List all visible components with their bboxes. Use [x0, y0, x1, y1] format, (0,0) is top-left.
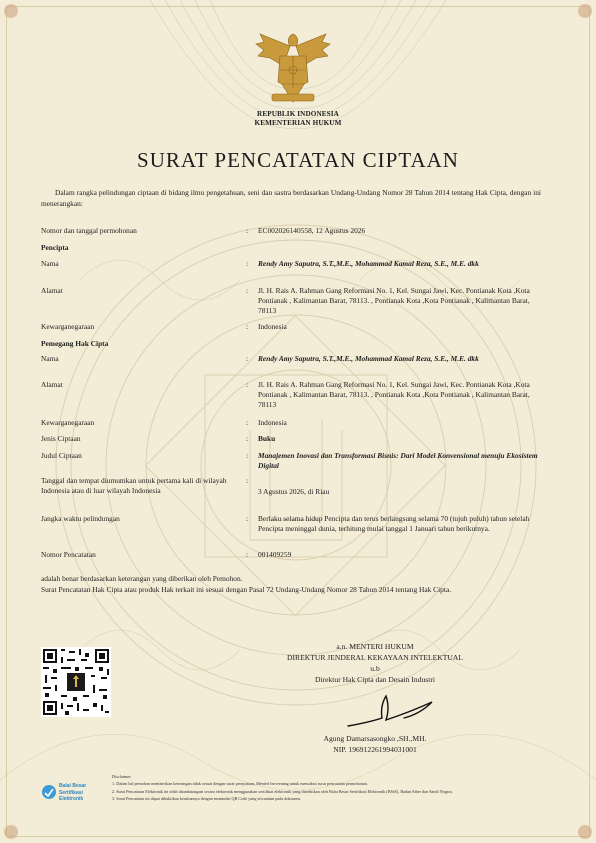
creator-nationality: Indonesia [258, 322, 287, 331]
colon: : [246, 514, 249, 523]
bsre-cloud-icon [41, 784, 57, 800]
closing-line-1: adalah benar berdasarkan keterangan yang diberikan oleh Pemohon. [41, 574, 243, 583]
disclaimer-note-3: 3. Surat Pencatatan ini dapat dibuktikan keasliannya dengan memindai QR Code yang tercantum pada dokumen. [112, 796, 301, 802]
period-value: Berlaku selama hidup Pencipta dan terus berlangsung selama 70 (tujuh puluh) tahun setelah Pencipta meninggal dunia, terhitung mulai tanggal 1 Januari tahun berikutnya. [258, 514, 530, 534]
record-number-label: Nomor Pencatatan [41, 550, 96, 559]
holder-name-label: Nama [41, 354, 59, 363]
closing-line-2: Surat Pencatatan Hak Cipta atau produk Hak terkait ini sesuai dengan Pasal 72 Undang-Undang Nomor 28 Tahun 2014 tentang Hak Cipta. [41, 585, 452, 594]
signatory-name: Agung Damarsasongko ,SH.,MH. [323, 734, 427, 743]
creator-address: Jl. H. Rais A. Rahman Gang Reformasi No. 1, Kel. Sungai Jawi, Kec. Pontianak Kota ,Kota Pontianak , Kalimantan Barat, 78113. , Pontianak Kota ,Kota Pontianak , Kalimantan Barat, 78113 [258, 286, 530, 316]
holder-name: Rendy Amy Saputra, S.T.,M.E., Mohammad Kamal Reza, S.E., M.E. dkk [258, 354, 479, 363]
work-type: Buku [258, 434, 276, 443]
creator-name-label: Nama [41, 259, 59, 268]
announce-value: 3 Agustus 2026, di Riau [258, 487, 330, 496]
colon: : [246, 286, 249, 295]
disclaimer-notes [112, 773, 562, 803]
colon: : [246, 226, 249, 235]
signatory-nip: NIP. 196912261994031001 [333, 745, 417, 754]
disclaimer-note-1: 1. Dalam hal pemohon memberikan keterangan tidak sesuai dengan surat pernyataan, Menteri berwenang untuk mencabut surat pencatatan permohonan. [112, 781, 368, 787]
holder-nationality: Indonesia [258, 418, 287, 427]
announce-label: Tanggal dan tempat diumumkan untuk pertama kali di wilayah Indonesia atau di luar wilayah Indonesia [41, 476, 227, 496]
signature-director: DIREKTUR JENDERAL KEKAYAAN INTELEKTUAL [287, 653, 463, 662]
handwritten-signature [340, 688, 450, 733]
bsre-logo [41, 782, 111, 806]
signature-on-behalf: a.n. MENTERI HUKUM [336, 642, 414, 651]
garuda-emblem-icon [250, 28, 336, 106]
bsre-line-2: Sertifikasi [59, 789, 83, 796]
holder-address-label: Alamat [41, 380, 63, 389]
creator-address-label: Alamat [41, 286, 63, 295]
creator-nationality-label: Kewarganegaraan [41, 322, 95, 331]
record-number: 001409259 [258, 550, 292, 559]
country-label: REPUBLIK INDONESIA [257, 110, 339, 118]
qr-code[interactable] [41, 647, 111, 717]
colon: : [246, 476, 249, 485]
colon: : [246, 354, 249, 363]
period-label: Jangka waktu pelindungan [41, 514, 120, 523]
colon: : [246, 380, 249, 389]
colon: : [246, 434, 249, 443]
holder-address: Jl. H. Rais A. Rahman Gang Reformasi No. 1, Kel. Sungai Jawi, Kec. Pontianak Kota ,Kota Pontianak , Kalimantan Barat, 78113. , Pontianak Kota ,Kota Pontianak , Kalimantan Barat, 78113 [258, 380, 530, 410]
colon: : [246, 418, 249, 427]
signature-subdirector: Direktur Hak Cipta dan Desain Industri [315, 675, 435, 684]
document-title: SURAT PENCATATAN CIPTAAN [137, 148, 459, 172]
creator-name: Rendy Amy Saputra, S.T.,M.E., Mohammad Kamal Reza, S.E., M.E. dkk [258, 259, 479, 268]
colon: : [246, 451, 249, 460]
holder-nationality-label: Kewarganegaraan [41, 418, 95, 427]
colon: : [246, 550, 249, 559]
work-title-label: Judul Ciptaan [41, 451, 82, 460]
work-type-label: Jenis Ciptaan [41, 434, 81, 443]
bsre-line-3: Elektronik [59, 796, 84, 802]
disclaimer-heading: Disclaimer: [112, 774, 132, 779]
creator-heading: Pencipta [41, 243, 69, 252]
application-value: EC00202614055​8, 12 Agustus 2026 [258, 226, 366, 235]
colon: : [246, 322, 249, 331]
colon: : [246, 259, 249, 268]
holder-heading: Pemegang Hak Cipta [41, 339, 109, 348]
bsre-line-1: Balai Besar [59, 783, 87, 789]
ministry-label: KEMENTERIAN HUKUM [254, 119, 342, 127]
work-title: Manajemen Inovasi dan Transformasi Bisnis: Dari Model Konvensional menuju Ekosistem Digital [258, 451, 538, 471]
intro-paragraph: Dalam rangka pelindungan ciptaan di bidang ilmu pengetahuan, seni dan sastra berdasarkan Undang-Undang Nomor 28 Tahun 2014 tentang Hak Cipta, dengan ini menerangkan: [41, 188, 541, 208]
signature-ub: u.b [370, 664, 380, 673]
disclaimer-note-2: 2. Surat Pencatatan Elektronik ini telah ditandatangani secara elektronik menggunakan sertifikat elektronik yang diterbitkan oleh Balai Besar Sertifikasi Elektronik (BSrE), Badan Siber dan Sandi Negara. [112, 788, 453, 794]
application-label: Nomor dan tanggal permohonan [41, 226, 137, 235]
